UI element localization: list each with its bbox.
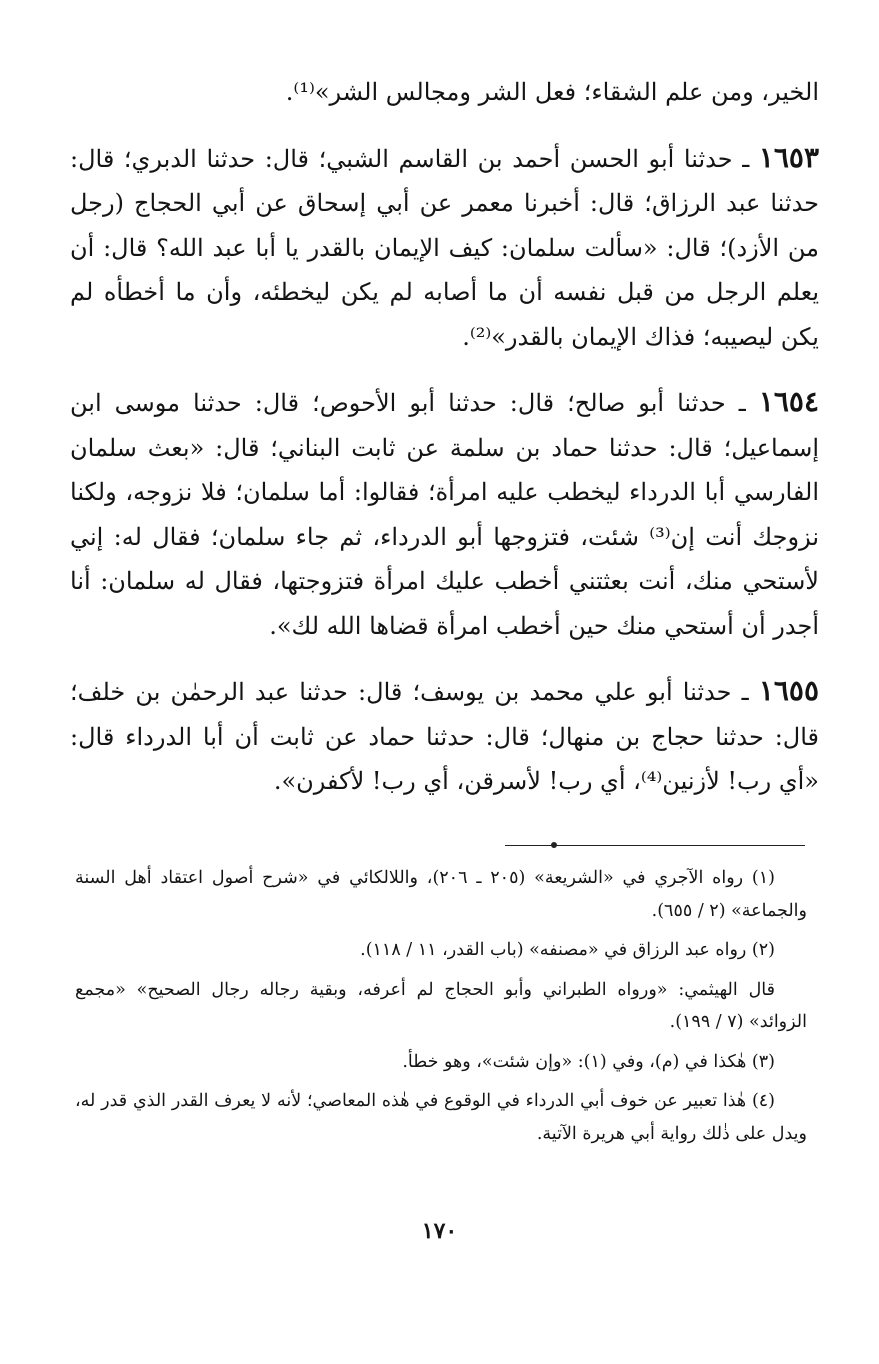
hadith-text: ـ حدثنا أبو الحسن أحمد بن القاسم الشبي؛ قال: حدثنا الدبري؛ قال: حدثنا عبد الرزاق؛ قال: أخبرنا معمر عن أبي إسحاق عن أبي الحجاج (رجل من الأزد)؛ قال: «سألت سلمان: كيف الإيمان بالقدر يا أبا عبد الله؟ قال: أن يعلم الرجل من قبل نفسه أن ما أصابه لم يكن ليخطئه، وأن ما أخطأه لم يكن ليصيبه؛ فذاك الإيمان بالقدر»⁽²⁾.: [70, 144, 820, 351]
hadith-text: ـ حدثنا أبو صالح؛ قال: حدثنا أبو الأحوص؛ قال: حدثنا موسى ابن إسماعيل؛ قال: حدثنا حماد بن سلمة عن ثابت البناني؛ قال: «بعث سلمان الفارسي أبا الدرداء ليخطب عليه امرأة؛ فقالوا: أما سلمان؛ فلا نزوجه، ولكنا نزوجك أنت إن⁽³⁾ شئت، فتزوجها أبو الدرداء، ثم جاء سلمان؛ فقال له: إني لأستحي منك، أنت بعثتني أخطب عليك امرأة فتزوجتها، فقال له سلمان: أنا أجدر أن أستحي منك حين أخطب امرأة قضاها الله لك».: [70, 389, 819, 640]
page-number: ١٧٠: [421, 1218, 458, 1244]
footnote-1: (١) رواه الآجري في «الشريعة» (٢٠٥ ـ ٢٠٦)، واللالكائي في «شرح أصول اعتقاد أهل السنة والجماعة» (٢ / ٦٥٥).: [75, 868, 807, 921]
hadith-1653: [70, 136, 819, 360]
hadith-number: ١٦٥٥: [758, 674, 819, 707]
main-text: [70, 70, 819, 804]
hadith-number: ١٦٥٣: [758, 140, 819, 174]
paragraph-text: الخير، ومن علم الشقاء؛ فعل الشر ومجالس الشر»⁽¹⁾.: [285, 78, 819, 106]
divider-ornament: [551, 842, 557, 848]
footnote-2-note: قال الهيثمي: «ورواه الطبراني وأبو الحجاج لم أعرفه، وبقية رجاله رجال الصحيح» «مجمع الزوائد» (٧ / ١٩٩).: [75, 979, 807, 1032]
footnote-4: (٤) هٰذا تعبير عن خوف أبي الدرداء في الوقوع في هٰذه المعاصي؛ لأنه لا يعرف القدر الذي قدر له، ويدل على ذٰلك رواية أبي هريرة الآتية.: [75, 1091, 807, 1144]
hadith-text: ـ حدثنا أبو علي محمد بن يوسف؛ قال: حدثنا عبد الرحمٰن بن خلف؛ قال: حدثنا حجاج بن منهال؛ قال: حدثنا حماد عن ثابت أن أبا الدرداء قال: «أي رب! لأزنين⁽⁴⁾، أي رب! لأسرقن، أي رب! لأكفرن».: [70, 678, 819, 795]
footnote-2: (٢) رواه عبد الرزاق في «مصنفه» (باب القدر، ١١ / ١١٨).: [360, 940, 775, 960]
footnote-divider: [505, 845, 805, 846]
footnote-3: (٣) هٰكذا في (م)، وفي (١): «وإن شئت»، وهو خطأ.: [402, 1051, 775, 1072]
footnotes: [75, 862, 807, 1150]
hadith-1654: [70, 380, 819, 648]
page-body: [70, 70, 819, 804]
paragraph-continuation: [70, 70, 819, 115]
hadith-1655: [70, 669, 819, 804]
hadith-number: ١٦٥٤: [758, 385, 819, 418]
